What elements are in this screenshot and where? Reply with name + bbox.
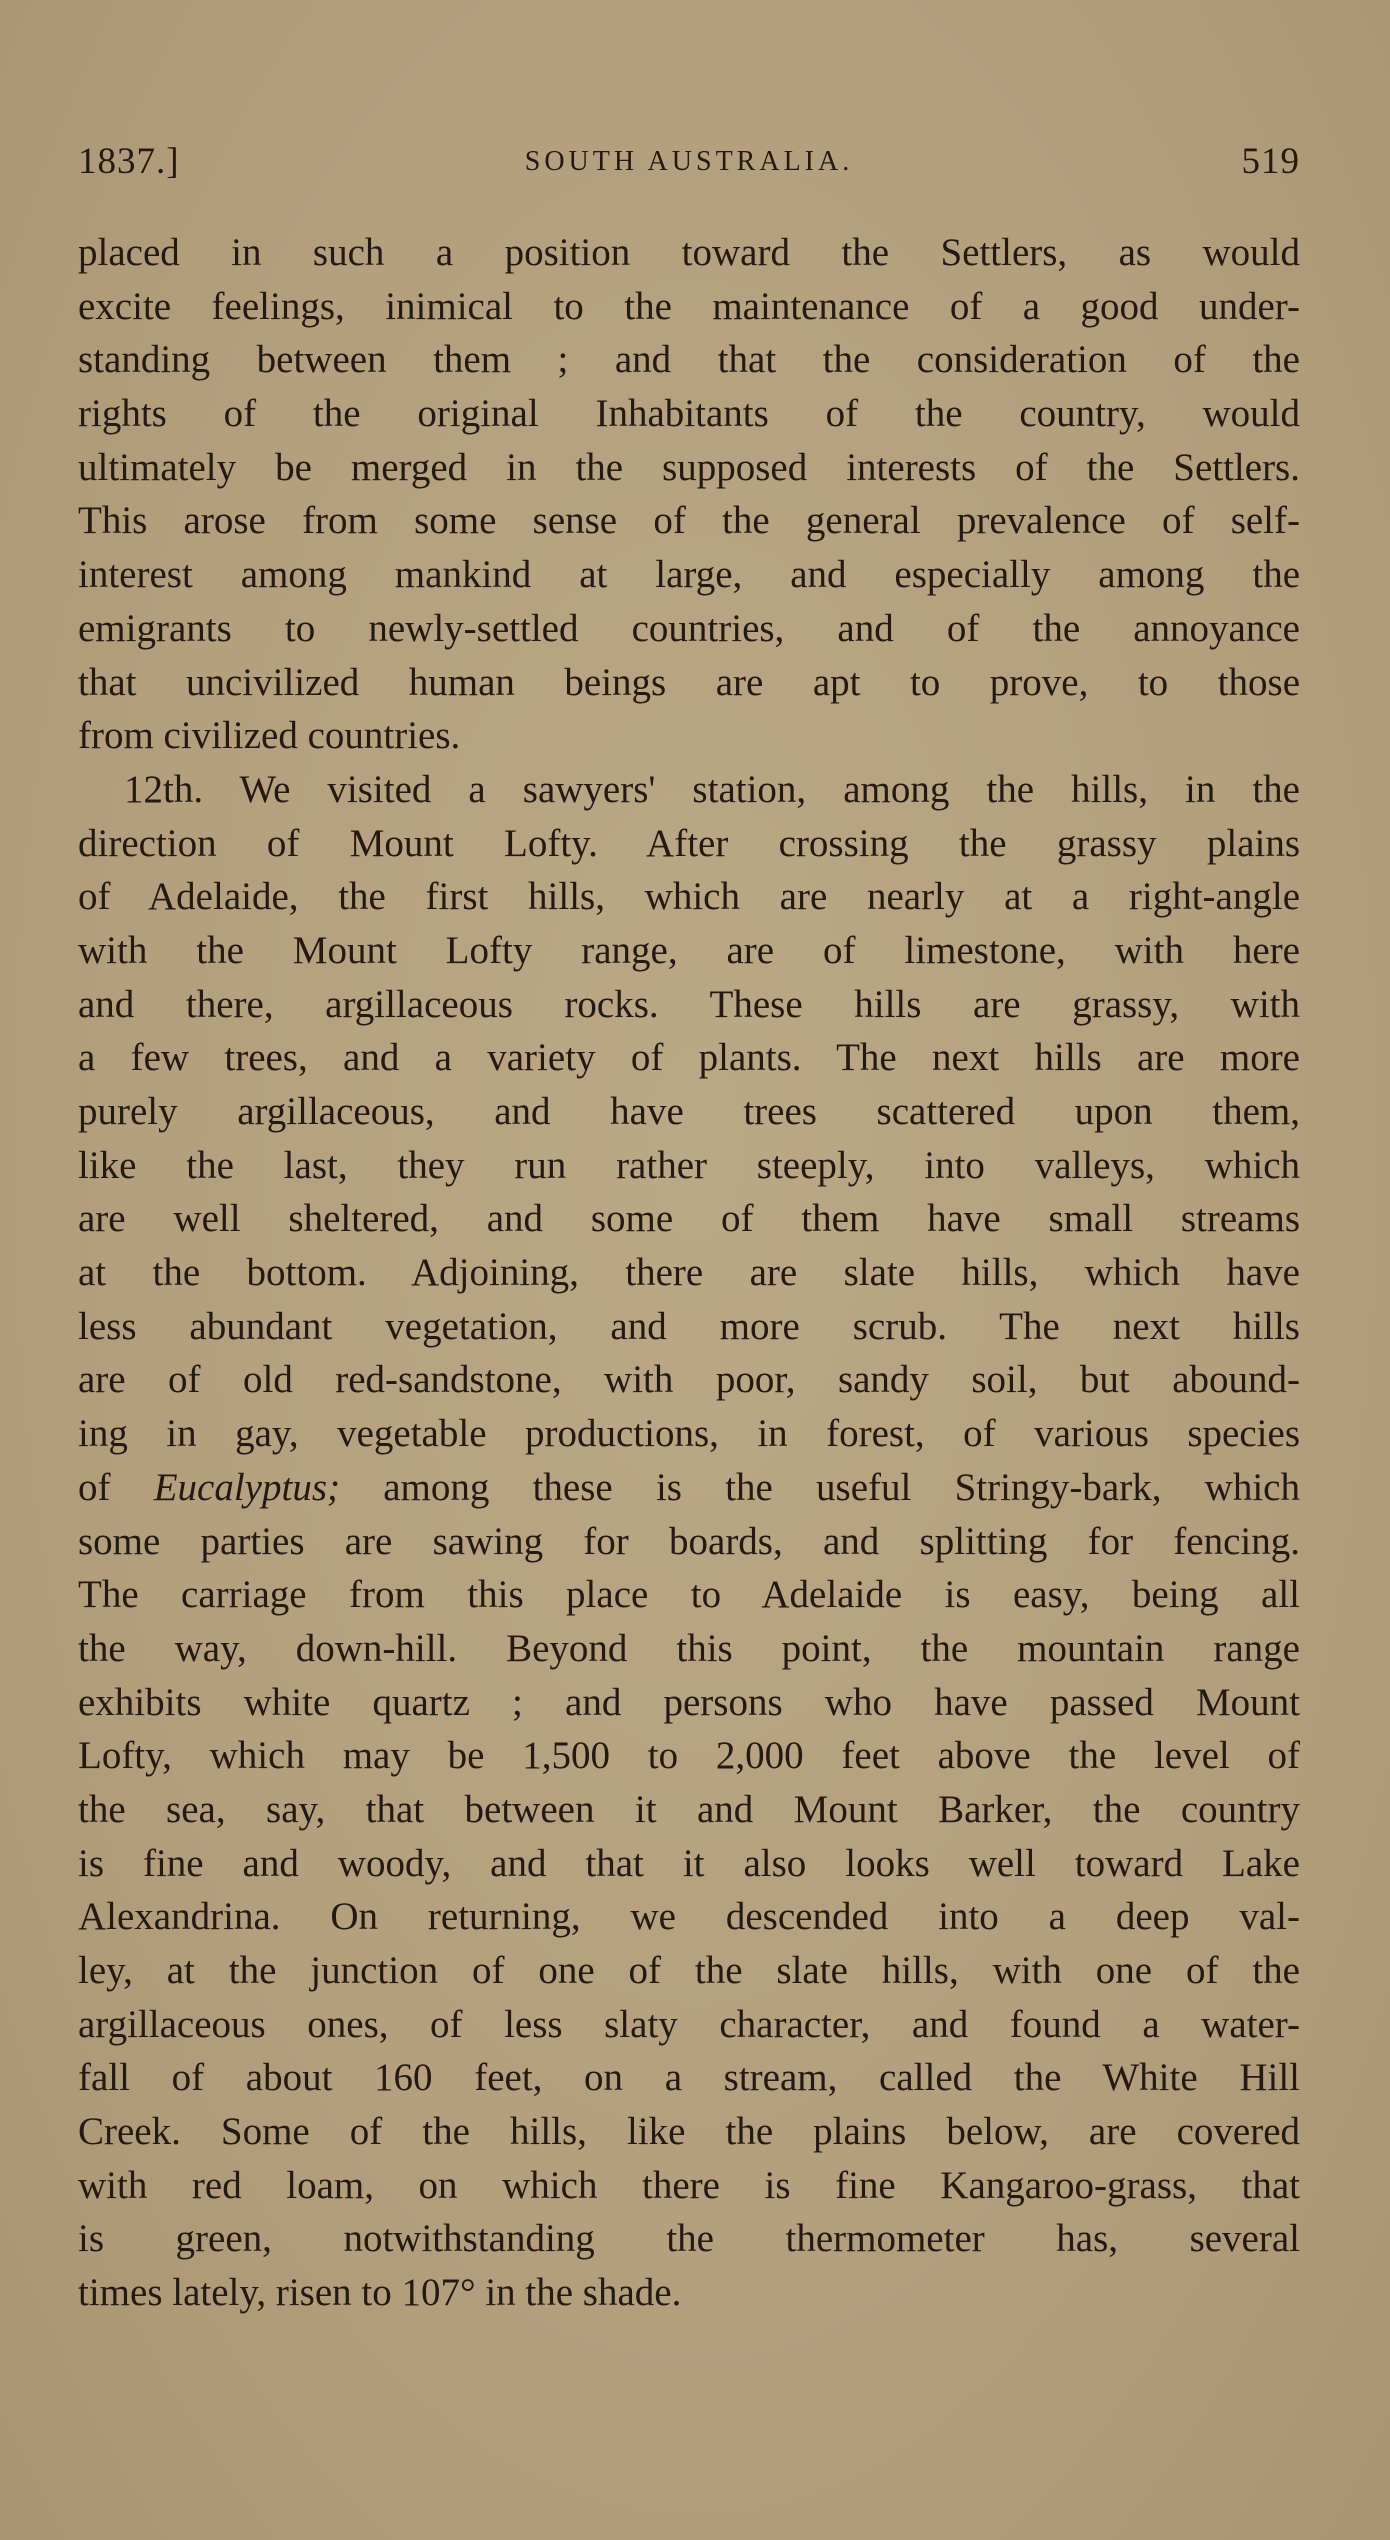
text-line: that uncivilized human beings are apt to prove, to those xyxy=(78,660,1300,704)
text-line: and there, argillaceous rocks. These hills are grassy, with xyxy=(78,982,1300,1026)
text-line: exhibits white quartz ; and persons who have passed Mount xyxy=(78,1680,1300,1724)
text-line: is green, notwithstanding the thermometer has, several xyxy=(78,2217,1300,2261)
text-line: Alexandrina. On returning, we descended into a deep val- xyxy=(78,1895,1300,1939)
paragraph-start-line: 12th. We visited a sawyers' station, among the hills, in the xyxy=(124,767,1300,811)
text-line: rights of the original Inhabitants of the country, would xyxy=(78,392,1300,436)
text-line: excite feelings, inimical to the maintenance of a good under- xyxy=(78,284,1300,328)
header-year: 1837.] xyxy=(78,141,180,182)
text-line: ley, at the junction of one of the slate hills, with one of the xyxy=(78,1949,1300,1992)
text-line: from civilized countries. xyxy=(78,714,461,758)
line-prefix: of xyxy=(78,1465,154,1509)
text-line: ultimately be merged in the supposed interests of the Settlers. xyxy=(78,445,1300,489)
italic-term: Eucalyptus; xyxy=(153,1465,340,1509)
text-line: argillaceous ones, of less slaty character, and found a water- xyxy=(78,2002,1300,2046)
text-line: with the Mount Lofty range, are of limestone, with here xyxy=(78,928,1300,972)
text-line: times lately, risen to 107° in the shade. xyxy=(78,2271,682,2315)
text-line: direction of Mount Lofty. After crossing the grassy plains xyxy=(78,821,1300,865)
text-line: standing between them ; and that the consideration of the xyxy=(78,338,1300,382)
text-line-with-italic xyxy=(78,1461,1300,1515)
text-line: Creek. Some of the hills, like the plains below, are covered xyxy=(78,2110,1300,2154)
header-title: SOUTH AUSTRALIA. xyxy=(524,146,854,177)
text-line: are well sheltered, and some of them have small streams xyxy=(78,1197,1300,1241)
text-line: is fine and woody, and that it also looks well toward Lake xyxy=(78,1841,1300,1885)
text-line: some parties are sawing for boards, and splitting for fencing. xyxy=(78,1519,1300,1563)
running-header xyxy=(78,140,1300,190)
text-line: less abundant vegetation, and more scrub. The next hills xyxy=(78,1304,1300,1348)
text-line: a few trees, and a variety of plants. The next hills are more xyxy=(78,1036,1300,1080)
text-line: of Adelaide, the first hills, which are nearly at a right-angle xyxy=(78,875,1300,919)
line-suffix: among these is the useful Stringy-bark, which xyxy=(340,1465,1300,1509)
text-line: are of old red-sandstone, with poor, sandy soil, but abound- xyxy=(78,1358,1300,1402)
text-line: This arose from some sense of the general prevalence of self- xyxy=(78,499,1300,543)
text-line: emigrants to newly-settled countries, and of the annoyance xyxy=(78,606,1300,650)
text-line: ing in gay, vegetable productions, in forest, of various species xyxy=(78,1412,1300,1456)
text-line: the way, down-hill. Beyond this point, the mountain range xyxy=(78,1626,1300,1670)
text-line: Lofty, which may be 1,500 to 2,000 feet above the level of xyxy=(78,1734,1300,1778)
text-line: like the last, they run rather steeply, into valleys, which xyxy=(78,1143,1300,1187)
page-number: 519 xyxy=(1241,141,1300,182)
text-line: interest among mankind at large, and especially among the xyxy=(78,553,1300,597)
text-line: placed in such a position toward the Settlers, as would xyxy=(78,231,1300,274)
text-line: the sea, say, that between it and Mount Barker, the country xyxy=(78,1787,1300,1831)
text-line: purely argillaceous, and have trees scattered upon them, xyxy=(78,1090,1300,1133)
text-line: fall of about 160 feet, on a stream, called the White Hill xyxy=(78,2056,1300,2100)
text-line: The carriage from this place to Adelaide is easy, being all xyxy=(78,1573,1300,1617)
text-line: with red loam, on which there is fine Kangaroo-grass, that xyxy=(78,2163,1300,2207)
text-line: at the bottom. Adjoining, there are slate hills, which have xyxy=(78,1251,1300,1295)
body-text xyxy=(78,226,1300,2320)
